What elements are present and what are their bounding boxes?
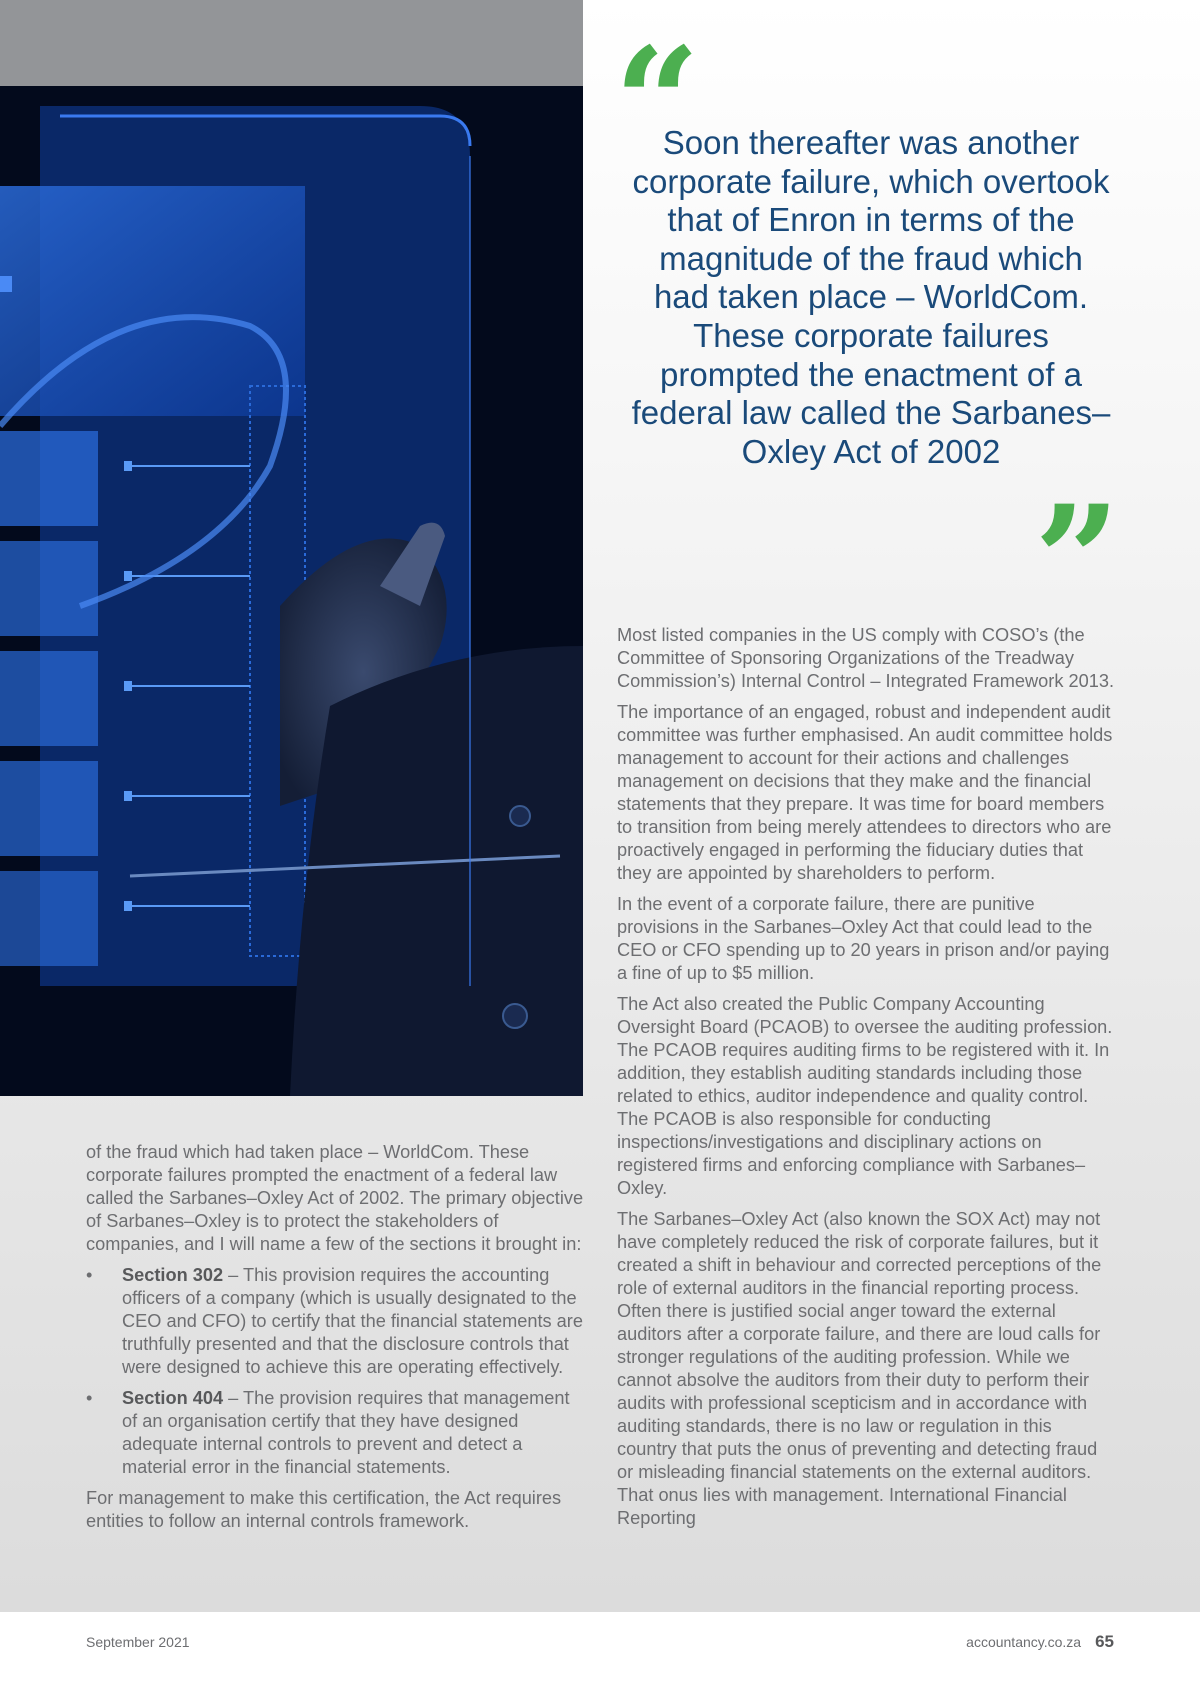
footer-date: September 2021 [86,1634,190,1650]
left-closing-paragraph: For management to make this certification, the Act requires entities to follow an internal controls framework. [86,1488,562,1531]
left-column [86,1141,586,1541]
bullet-icon: • [86,1388,93,1408]
bullet-icon: • [86,1265,93,1285]
right-column [617,624,1115,1538]
right-paragraph: The importance of an engaged, robust and independent audit committee was further emphasised. An audit committee holds management to account for their actions and challenges management on decisions that they make and the financial statements that they prepare. It was time for board members to transition from being merely attendees to directors who are proactively engaged in performing the fiduciary duties that they are appointed by shareholders to perform. [617,702,1113,883]
pull-quote: Soon thereafter was another corporate failure, which overtook that of Enron in terms of the magnitude of the fraud which had taken place – WorldCom. These corporate failures prompted the enactment of a federal law called the Sarbanes– Oxley Act of 2002 [631,124,1111,470]
header-gray-band [0,0,583,86]
list-item-text: – This provision requires the accounting officers of a company (which is usually designated to the CEO and CFO) to certify that the financial statements are truthfully presented and that the disclosure controls that were designed to achieve this are operating effectively. [122,1265,583,1377]
footer-site-link[interactable]: accountancy.co.za [966,1634,1082,1650]
list-item-text: – The provision requires that management of an organisation certify that they have designed adequate internal controls to prevent and detect a material error in the financial statements. [122,1388,570,1477]
page-number: 65 [1095,1632,1114,1651]
close-quote-icon: ” [1034,473,1121,649]
open-quote-icon: “ [614,15,701,191]
right-paragraph: In the event of a corporate failure, there are punitive provisions in the Sarbanes–Oxley Act that could lead to the CEO or CFO spending up to 20 years in prison and/or paying a fine of up to $5 million. [617,894,1110,983]
left-intro-paragraph: of the fraud which had taken place – WorldCom. These corporate failures prompted the enactment of a federal law called the Sarbanes–Oxley Act of 2002. The primary objective of Sarbanes–Oxley is to protect the stakeholders of companies, and I will name a few of the sections it brought in: [86,1142,584,1254]
right-paragraph: The Act also created the Public Company Accounting Oversight Board (PCAOB) to oversee the auditing profession. The PCAOB requires auditing firms to be registered with it. In addition, they establish auditing standards including those related to ethics, auditor independence and quality control. The PCAOB is also responsible for conducting inspections/investigations and disciplinary actions on registered firms and enforcing compliance with Sarbanes–Oxley. [617,994,1113,1198]
list-item [86,1387,586,1479]
right-paragraph: Most listed companies in the US comply with COSO’s (the Committee of Sponsoring Organizations of the Treadway Commission’s) Internal Control – Integrated Framework 2013. [617,625,1115,691]
sections-list [86,1264,586,1479]
list-item [86,1264,586,1379]
list-item-title: Section 302 [122,1265,224,1285]
hero-photo [0,86,583,1096]
right-paragraph: The Sarbanes–Oxley Act (also known the SOX Act) may not have completely reduced the risk of corporate failures, but it created a shift in behaviour and corrected perceptions of the role of external auditors in the financial reporting process. Often there is justified social anger toward the external auditors after a corporate failure, and there are loud calls for stronger regulations of the auditing profession. While we cannot absolve the auditors from their duty to perform their audits with professional scepticism and in accordance with auditing standards, there is no law or regulation in this country that puts the onus of preventing and detecting fraud or misleading financial statements on the external auditors. That onus lies with management. International Financial Reporting [617,1209,1102,1528]
list-item-title: Section 404 [122,1388,224,1408]
footer-right [966,1632,1114,1652]
